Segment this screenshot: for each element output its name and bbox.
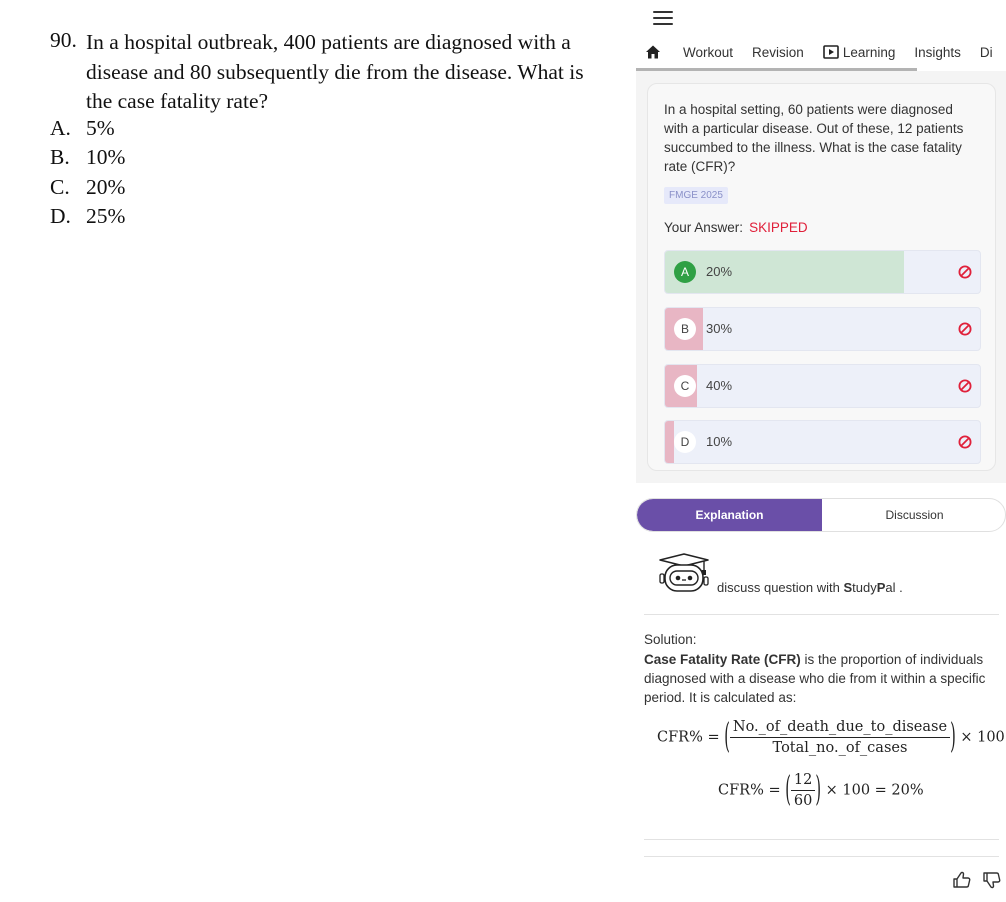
tab-discussion[interactable]: Discussion [885, 508, 944, 522]
option-d[interactable] [664, 420, 981, 464]
option-b[interactable] [664, 307, 981, 351]
menu-icon[interactable] [653, 11, 673, 27]
card-question: In a hospital setting, 60 patients were diagnosed with a particular disease. Out of these, 12 patients succumbed to the illness. What is the case fatality rate (CFR)? [664, 102, 964, 174]
ban-icon [958, 265, 972, 279]
tab-learning[interactable] [823, 45, 896, 60]
divider [644, 839, 999, 840]
question-card [647, 83, 996, 471]
formula-calc-numerator: 12 [791, 770, 815, 791]
tab-learning-label: Learning [842, 44, 896, 60]
discuss-with-studypal[interactable]: discuss question with StudyPal . [717, 580, 903, 595]
option-a-value: 20% [706, 264, 733, 279]
formula-cfr-lhs: CFR% = [657, 729, 720, 746]
app-pane [636, 0, 1006, 902]
ban-icon [958, 435, 972, 449]
option-d-value: 10% [706, 434, 733, 449]
printed-option-b: B. 10% [50, 145, 126, 169]
ban-icon [958, 379, 972, 393]
option-a-bar [665, 251, 904, 293]
option-a-letter: A [674, 261, 696, 283]
formula-cfr: CFR% = ( $\frac{\text{No.\_of\_death\_due\_to\_disease}}{\text{Total\_no.\_of\_cases}}$ ) × 100 [657, 718, 1005, 757]
option-d-letter: D [674, 431, 696, 453]
solution-body: Case Fatality Rate (CFR) is the proportion of individuals diagnosed with a disease who die from it within a specific period. It is calculated as: [644, 652, 986, 705]
formula-cfr-rhs: × 100 [960, 729, 1005, 746]
solution-heading: Solution: [644, 632, 697, 647]
solution-text [644, 630, 999, 707]
thumbs-down-icon[interactable] [982, 870, 1002, 890]
your-answer-value: SKIPPED [749, 220, 808, 235]
tab-explanation[interactable]: Explanation [637, 499, 822, 531]
studypal-bot-icon[interactable] [656, 551, 712, 595]
printed-option-d: D. 25% [50, 204, 126, 228]
tab-workout[interactable]: Workout [683, 44, 734, 60]
ban-icon [958, 322, 972, 336]
formula-calculation: CFR% = ( $\frac{12}{60}$ ) × 100 = 20% [718, 771, 924, 810]
formula-calc-rhs: × 100 = 20% [825, 782, 924, 799]
option-b-letter: B [674, 318, 696, 340]
option-c[interactable] [664, 364, 981, 408]
option-c-value: 40% [706, 378, 733, 393]
tab-insights[interactable]: Insights [914, 44, 961, 60]
your-answer-label: Your Answer: [664, 220, 744, 235]
formula-cfr-denominator: Total_no._of_cases [772, 740, 908, 756]
formula-calc-denominator: 60 [793, 793, 813, 809]
explanation-discussion-toggle [636, 498, 1006, 532]
home-icon[interactable] [645, 44, 661, 60]
option-b-value: 30% [706, 321, 733, 336]
thumbs-up-icon[interactable] [952, 870, 972, 890]
question-number: 90. [50, 28, 77, 52]
play-icon [823, 45, 839, 59]
exam-tag: FMGE 2025 [664, 187, 728, 204]
divider [644, 614, 999, 615]
option-a[interactable] [664, 250, 981, 294]
option-c-letter: C [674, 375, 696, 397]
top-nav [636, 40, 1006, 64]
tab-di[interactable]: Di [979, 44, 993, 60]
printed-option-c: C. 20% [50, 175, 126, 199]
your-answer [664, 220, 808, 235]
formula-calc-lhs: CFR% = [718, 782, 781, 799]
question-text: In a hospital outbreak, 400 patients are diagnosed with a disease and 80 subsequently die from the disease. What is the case fatality rate? [86, 30, 584, 113]
tab-revision[interactable]: Revision [752, 44, 804, 60]
divider [644, 856, 999, 857]
formula-cfr-numerator: No._of_death_due_to_disease [730, 717, 950, 738]
printed-option-a: A. 5% [50, 116, 115, 140]
